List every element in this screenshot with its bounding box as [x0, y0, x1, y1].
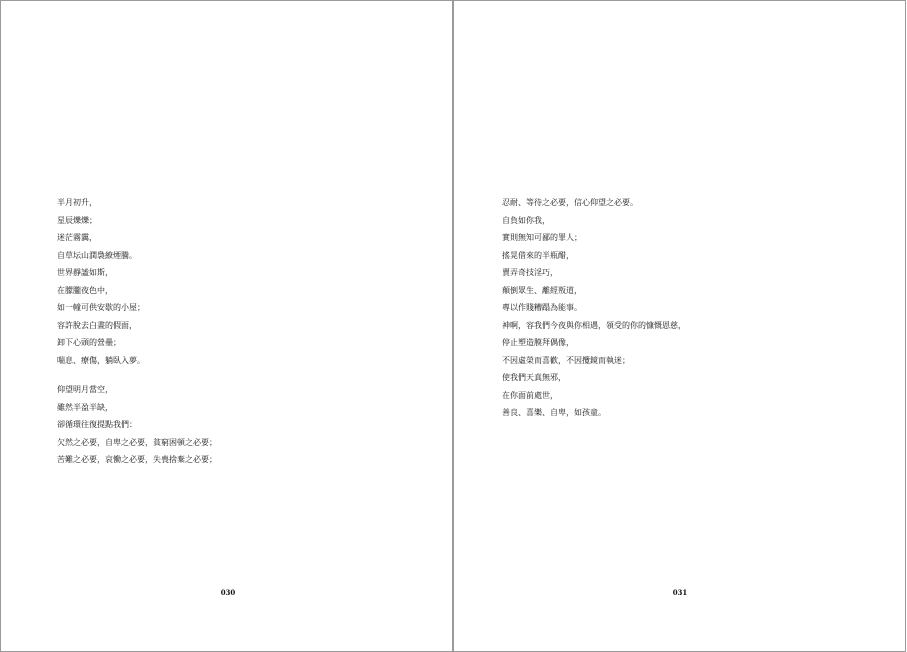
poem-line: 實則無知可鄙的罪人；: [502, 233, 582, 242]
poem-line: 星辰爍爍；: [57, 215, 97, 225]
poem-line: 仰望明月當空，: [57, 385, 113, 394]
poem-line: 使我們天真無邪，: [502, 373, 566, 382]
poem-line: 在朦朧夜色中，: [57, 285, 113, 295]
stanza-one: [57, 194, 217, 369]
page-number-left: 030: [220, 588, 236, 597]
poem-line: 忍耐、等待之必要，信心仰望之必要。: [502, 198, 638, 207]
poem-line: 搖晃借來的半瓶醋，: [502, 250, 574, 260]
stanza-break: [57, 369, 217, 381]
poem-line: 迷茫霧靄，: [57, 233, 97, 242]
left-poem: [57, 194, 217, 469]
poem-line: 如一幢可供安歇的小屋；: [57, 303, 145, 312]
poem-line: 喘息、療傷，躺臥入夢。: [57, 355, 145, 365]
poem-line: 不因虛榮而喜歡，不因攬鏡而執迷；: [502, 355, 630, 365]
poem-line: 半月初升，: [57, 198, 97, 207]
left-page: [0, 0, 453, 652]
right-poem: [502, 194, 686, 422]
poem-line: 世界靜謐如斯，: [57, 268, 113, 277]
poem-line: 專以作賤糟蹋為能事。: [502, 303, 582, 312]
poem-line: 容許脫去白晝的假面，: [57, 320, 137, 330]
poem-line: 神啊，容我們今夜與你相遇，領受的你的慷慨恩慈，: [502, 320, 686, 330]
poem-line: 欠然之必要，自卑之必要，貧窮困頓之必要；: [57, 437, 217, 447]
poem-line: 雖然半盈半缺，: [57, 402, 113, 412]
page-number-right: 031: [672, 588, 688, 597]
stanza-two: [57, 381, 217, 469]
poem-line: 顛倒眾生、離經叛道，: [502, 285, 582, 295]
poem-line: 卻循環往復提點我們：: [57, 420, 137, 429]
poem-line: 停止塑造膜拜偶像，: [502, 338, 574, 347]
right-page: [453, 0, 906, 652]
poem-line: 自草坛山潤裊繚煙騰。: [57, 250, 137, 260]
poem-line: 善良、喜樂、自卑，如孩童。: [502, 408, 606, 417]
poem-line: 苦難之必要，哀慟之必要，失喪捨棄之必要；: [57, 455, 217, 464]
poem-line: 在你面前處世，: [502, 390, 558, 400]
poem-line: 卸下心頭的營壘；: [57, 338, 121, 347]
poem-line: 賣弄奇技淫巧，: [502, 268, 558, 277]
poem-line: 自負如你我，: [502, 215, 550, 225]
